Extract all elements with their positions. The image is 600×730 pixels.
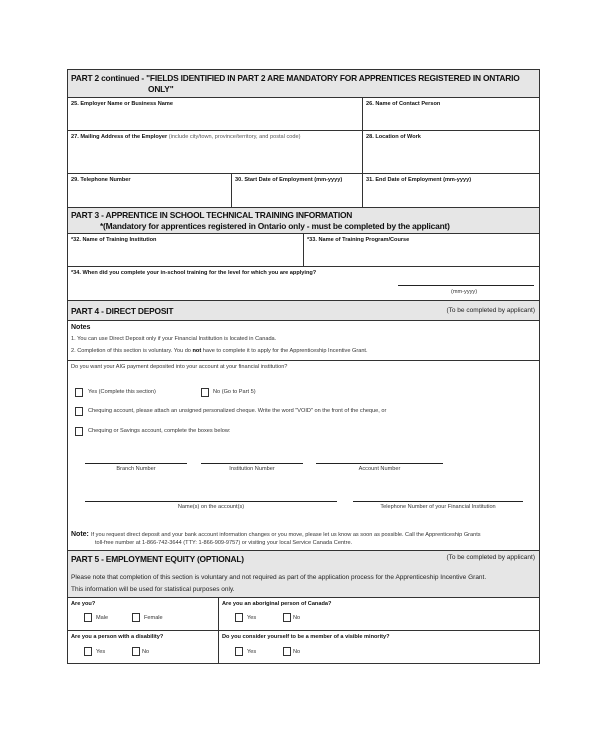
part5-note: (To be completed by applicant) xyxy=(446,554,535,561)
deposit-question: Do you want your AIG payment deposited into your account at your financial institution? xyxy=(71,364,288,370)
field-31[interactable] xyxy=(362,173,540,208)
minority-no-checkbox[interactable] xyxy=(283,647,291,656)
phone-caption: Telephone Number of your Financial Institution xyxy=(380,504,496,510)
disability-cell xyxy=(67,630,219,664)
label-hint: (include city/town, province/territory, and postal code) xyxy=(168,134,301,140)
label: 30. Start Date of Employment (mm-yyyy) xyxy=(235,177,343,183)
label-text: 27. Mailing Address of the Employer xyxy=(71,134,168,140)
female-checkbox[interactable] xyxy=(132,613,140,622)
label: 25. Employer Name or Business Name xyxy=(71,101,173,107)
label: *32. Name of Training Institution xyxy=(71,237,157,243)
part3-title: PART 3 - APPRENTICE IN SCHOOL TECHNICAL TRAINING INFORMATION xyxy=(71,210,353,220)
no-label: No xyxy=(293,649,301,655)
field-28[interactable] xyxy=(362,130,540,174)
no-label: No (Go to Part 5) xyxy=(213,389,256,395)
names-line[interactable] xyxy=(85,501,337,502)
aboriginal-question: Are you an aboriginal person of Canada? xyxy=(222,601,332,607)
part2-title-cont: ONLY" xyxy=(148,84,174,94)
yes-checkbox[interactable] xyxy=(75,388,83,397)
note-2b: not xyxy=(192,348,202,354)
account-caption: Account Number xyxy=(358,466,401,472)
male-checkbox[interactable] xyxy=(84,613,92,622)
part3-header xyxy=(67,207,540,234)
minority-yes-checkbox[interactable] xyxy=(235,647,243,656)
part5-header xyxy=(67,550,540,598)
phone-line[interactable] xyxy=(353,501,523,502)
field-26[interactable] xyxy=(362,97,540,131)
label: *33. Name of Training Program/Course xyxy=(307,237,410,243)
part4-notes xyxy=(67,320,540,361)
aboriginal-cell xyxy=(218,597,540,631)
institution-line[interactable] xyxy=(201,463,303,464)
minority-cell xyxy=(218,630,540,664)
note-text-1: If you request direct deposit and your bank account information changes or you move, please let us know as soon as possible. Call the Apprenticeship Grants xyxy=(91,532,481,538)
field-30[interactable] xyxy=(231,173,363,208)
note-2 xyxy=(71,348,368,354)
date-line xyxy=(398,285,534,286)
aboriginal-no-checkbox[interactable] xyxy=(283,613,291,622)
part5-desc-1: Please note that completion of this section is voluntary and not required as part of the application process for the Apprenticeship Incentive Grant. xyxy=(71,574,487,581)
field-33[interactable] xyxy=(303,233,540,267)
yes-label: Yes (Complete this section) xyxy=(88,389,156,395)
part5-title: PART 5 - EMPLOYMENT EQUITY (OPTIONAL) xyxy=(71,554,244,564)
yes-label: Yes xyxy=(247,615,257,621)
disability-yes-checkbox[interactable] xyxy=(84,647,92,656)
field-34[interactable] xyxy=(67,266,540,301)
gender-question: Are you? xyxy=(71,601,96,607)
names-caption: Name(s) on the account(s) xyxy=(177,504,245,510)
chequing-checkbox[interactable] xyxy=(75,407,83,416)
note-text-2: toll-free number at 1-866-742-3644 (TTY: 1-866-909-9757) or visiting your local Service Canada Centre. xyxy=(95,540,353,546)
savings-checkbox[interactable] xyxy=(75,427,83,436)
savings-label: Chequing or Savings account, complete the boxes below: xyxy=(88,428,231,434)
male-label: Male xyxy=(96,615,109,621)
no-checkbox[interactable] xyxy=(201,388,209,397)
part2-header xyxy=(67,69,540,98)
label: 31. End Date of Employment (mm-yyyy) xyxy=(366,177,472,183)
part3-subtitle: *(Mandatory for apprentices registered in Ontario only - must be completed by the applicant) xyxy=(100,221,450,231)
institution-caption: Institution Number xyxy=(229,466,275,472)
date-format: (mm-yyyy) xyxy=(451,289,478,295)
part4-body xyxy=(67,360,540,551)
field-27[interactable] xyxy=(67,130,363,174)
note-2a: 2. Completion of this section is voluntary. You do xyxy=(71,348,193,354)
field-25[interactable] xyxy=(67,97,363,131)
part4-title: PART 4 - DIRECT DEPOSIT xyxy=(71,306,174,316)
part4-note: (To be completed by applicant) xyxy=(446,307,535,314)
branch-line[interactable] xyxy=(85,463,187,464)
minority-question: Do you consider yourself to be a member of a visible minority? xyxy=(222,634,390,640)
label: 26. Name of Contact Person xyxy=(366,101,441,107)
account-line[interactable] xyxy=(316,463,443,464)
label: 28. Location of Work xyxy=(366,134,421,140)
field-32[interactable] xyxy=(67,233,304,267)
no-label: No xyxy=(293,615,301,621)
disability-question: Are you a person with a disability? xyxy=(71,634,164,640)
part2-title: PART 2 continued - "FIELDS IDENTIFIED IN PART 2 ARE MANDATORY FOR APPRENTICES REGISTERED IN ONTARIO xyxy=(71,73,520,83)
notes-heading: Notes xyxy=(71,324,91,331)
label xyxy=(71,134,300,140)
note-1: 1. You can use Direct Deposit only if your Financial Institution is located in Canada. xyxy=(71,336,277,342)
female-label: Female xyxy=(144,615,163,621)
chequing-label: Chequing account, please attach an unsigned personalized cheque. Write the word "VOID" on the front of the cheque, or xyxy=(88,408,387,414)
part4-header xyxy=(67,300,540,321)
field-29[interactable] xyxy=(67,173,232,208)
note-label: Note: xyxy=(71,531,89,538)
yes-label: Yes xyxy=(247,649,257,655)
label: *34. When did you complete your in-school training for the level for which you are applying? xyxy=(71,270,317,276)
disability-no-checkbox[interactable] xyxy=(132,647,140,656)
label: 29. Telephone Number xyxy=(71,177,131,183)
yes-label: Yes xyxy=(96,649,106,655)
branch-caption: Branch Number xyxy=(116,466,156,472)
gender-cell xyxy=(67,597,219,631)
note-2c: have to complete it to apply for the Apprenticeship Incentive Grant. xyxy=(201,348,368,354)
no-label: No xyxy=(142,649,150,655)
part5-desc-2: This information will be used for statistical purposes only. xyxy=(71,586,235,593)
aboriginal-yes-checkbox[interactable] xyxy=(235,613,243,622)
